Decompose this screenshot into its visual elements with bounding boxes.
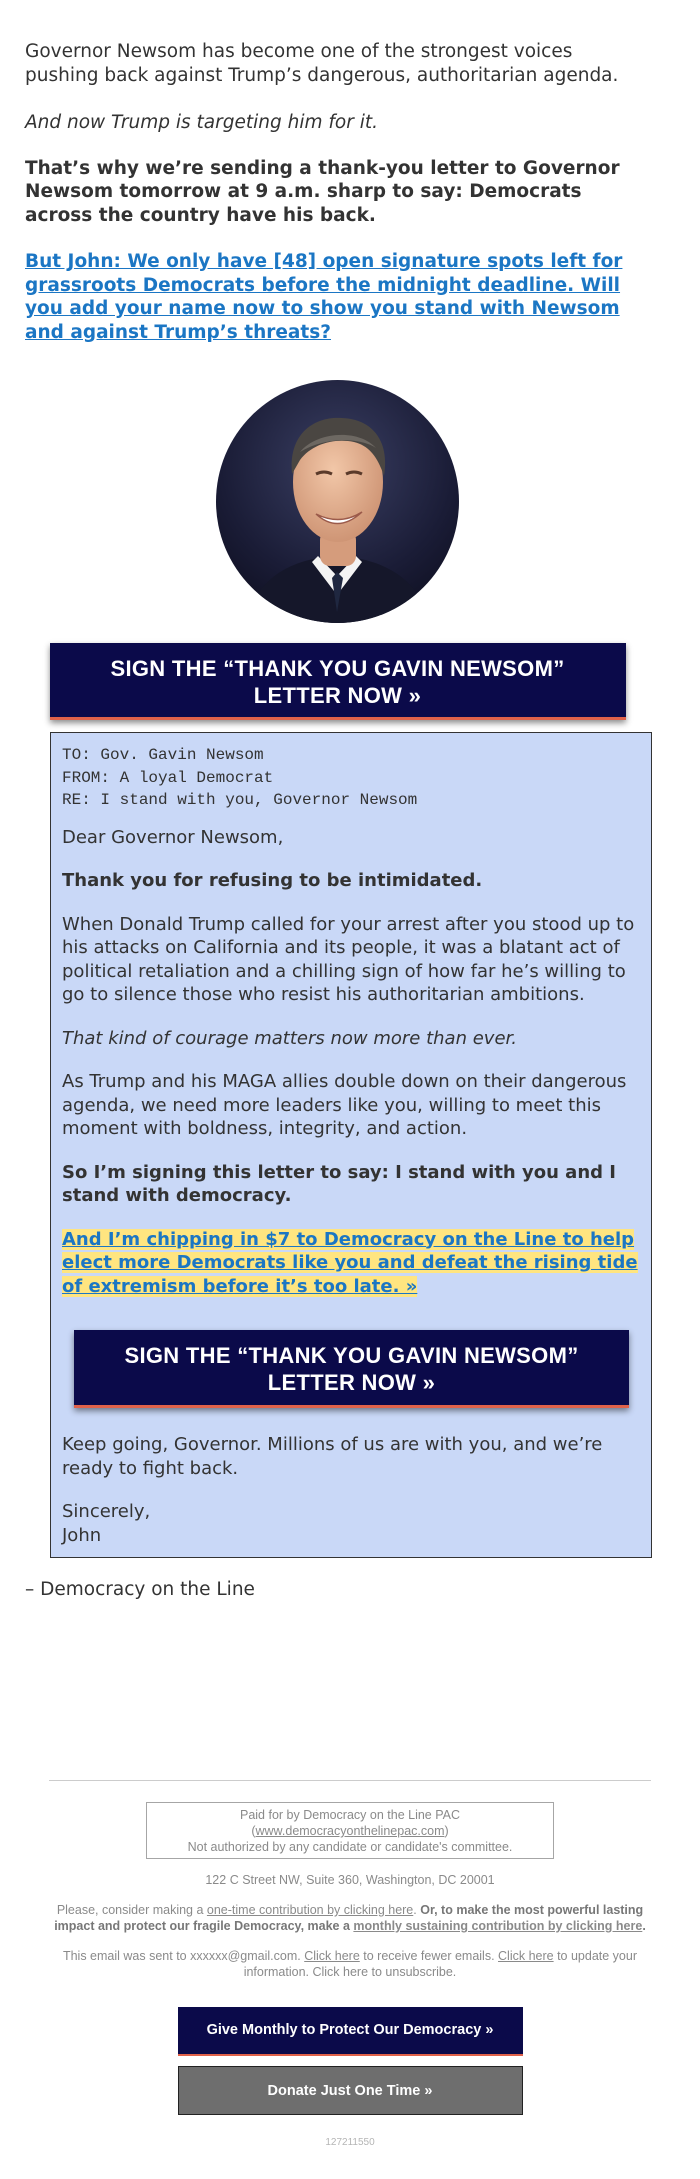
paid-site-line [151,1823,549,1839]
signature-spots-link[interactable]: But John: We only have [48] open signature spots left for grassroots Democrats before the midnight deadline. Will you add your name now to show you stand with Newsom and against Trump’s threats? [25,251,623,343]
letter-paragraph-thanks: Thank you for refusing to be intimidated. [62,870,483,891]
consider-sep: . [413,1903,421,1917]
unsubscribe-text: to update your information. Click here to unsubscribe. [243,1949,638,1979]
letter-sincerely: Sincerely, [62,1501,151,1522]
give-monthly-button[interactable]: Give Monthly to Protect Our Democracy » [178,2007,523,2056]
donate-one-time-button[interactable]: Donate Just One Time » [178,2066,523,2115]
footer [49,1780,651,2151]
footer-divider [49,1780,651,1781]
letter-paragraph-chip [62,1228,641,1299]
paid-for-box [146,1802,554,1859]
newsom-portrait[interactable] [216,380,459,623]
letter-re: RE: I stand with you, Governor Newsom [62,791,418,809]
letter-from: FROM: A loyal Democrat [62,768,274,787]
fewer-emails-text: to receive fewer emails. [359,1949,499,1963]
sign-letter-button-2[interactable]: SIGN THE “THANK YOU GAVIN NEWSOM” LETTER NOW » [74,1330,629,1408]
footer-consider [49,1902,651,1934]
letter-paragraph-signing: So I’m signing this letter to say: I stand with you and I stand with democracy. [62,1161,616,1206]
letter-header [62,744,641,812]
portrait-illustration [216,380,459,623]
photo-row [25,380,650,623]
letter-paragraph-arrest: When Donald Trump called for your arrest after you stood up to his attacks on California and its people, it was a blatant act of political retaliation and a chilling sign of how far he’s willing to go to silence those who resist his authoritarian ambitions. [62,913,635,1005]
letter-paragraph-courage: That kind of courage matters now more than ever. [62,1027,517,1049]
not-authorized: Not authorized by any candidate or candidate's committee. [187,1840,513,1854]
sent-to-text: This email was sent to xxxxxx@gmail.com. [62,1949,305,1963]
letter-paragraph-leaders: As Trump and his MAGA allies double down on their dangerous agenda, we need more leaders like you, willing to meet this moment with boldness, integrity, and action. [62,1071,627,1139]
sign-letter-button[interactable]: SIGN THE “THANK YOU GAVIN NEWSOM” LETTER NOW » [50,643,626,720]
letter-closing: Keep going, Governor. Millions of us are with you, and we’re ready to fight back. [62,1434,603,1479]
letter-salutation: Dear Governor Newsom, [62,826,284,848]
site-link[interactable]: www.democracyonthelinepac.com [255,1824,445,1838]
footer-address: 122 C Street NW, Suite 360, Washington, DC 20001 [205,1873,495,1887]
intro-italic-paragraph: And now Trump is targeting him for it. [25,112,378,133]
paren-close: ) [444,1824,449,1838]
fewer-emails-link[interactable]: Click here [304,1949,360,1963]
update-info-link[interactable]: Click here [498,1949,554,1963]
consider-bold: Or, to make the most powerful lasting impact and protect our fragile Democracy, make a [54,1903,644,1933]
email-body [25,40,650,1602]
intro-link-paragraph [25,250,650,344]
chip-in-link[interactable]: And I’m chipping in $7 to Democracy on the Line to help elect more Democrats like you and defeat the rising tide of extremism before it’s too late. » [62,1228,638,1297]
consider-end: . [642,1919,646,1933]
letter-to: TO: Gov. Gavin Newsom [62,746,264,764]
consider-text: Please, consider making a [56,1903,207,1917]
monthly-contribution-link[interactable]: monthly sustaining contribution by clicking here [353,1919,643,1933]
letter-signature: John [62,1524,102,1546]
intro [25,40,650,344]
signoff: – Democracy on the Line [25,1579,255,1600]
intro-bold-paragraph: That’s why we’re sending a thank-you letter to Governor Newsom tomorrow at 9 a.m. sharp to say: Democrats across the country have his back. [25,157,620,226]
intro-paragraph: Governor Newsom has become one of the strongest voices pushing back against Trump’s dangerous, authoritarian agenda. [25,41,619,86]
paren-open: ( [251,1824,256,1838]
footer-code: 127211550 [325,2137,375,2148]
paid-by: Paid for by Democracy on the Line PAC [239,1808,460,1822]
letter-cta-row [62,1298,641,1408]
cta-row [25,623,650,720]
footer-unsubscribe [49,1948,651,1980]
one-time-contribution-link[interactable]: one-time contribution by clicking here [206,1903,414,1917]
letter-box [50,732,652,1558]
